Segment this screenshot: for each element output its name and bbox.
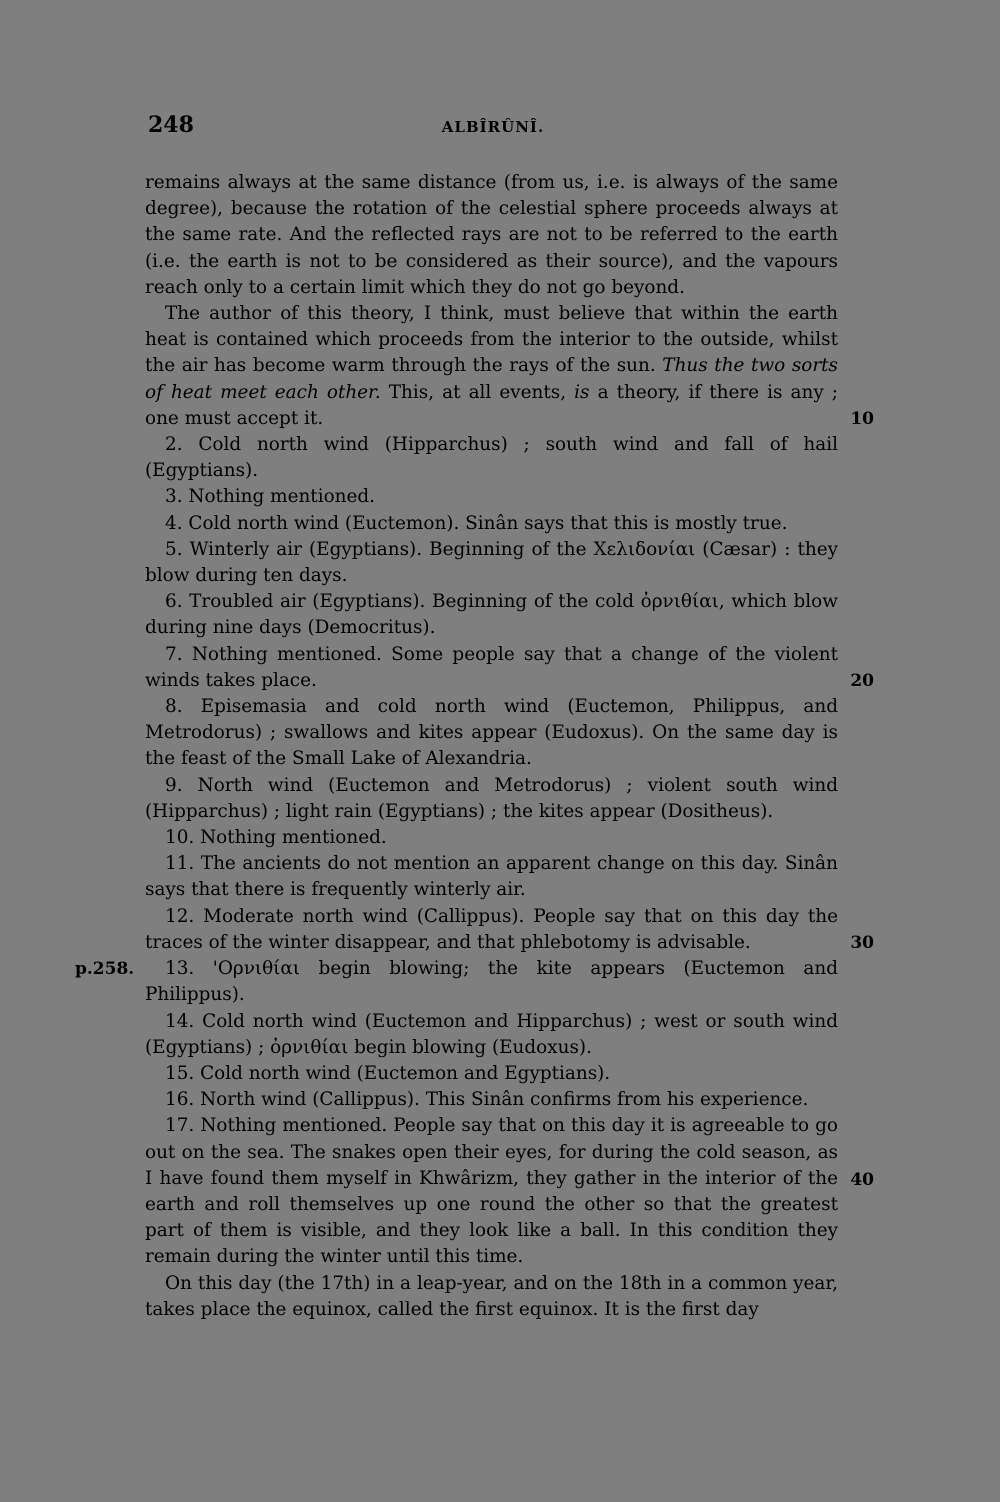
- line-number: 40: [850, 1170, 874, 1191]
- line-number: 10: [850, 408, 874, 429]
- text-run: a theory, if there is any ; one must accept it.: [145, 381, 838, 429]
- list-item: 15. Cold north wind (Euctemon and Egyptians).: [165, 1062, 611, 1084]
- list-item: 14. Cold north wind (Euctemon and Hipparchus) ; west or south wind (Egyptians) ; ὀρνιθίαι begin blowing (Eudoxus).: [145, 1010, 838, 1058]
- paragraph: On this day (the 17th) in a leap-year, and on the 18th in a common year, takes place the equinox, called the first equinox. It is the first day: [145, 1272, 838, 1320]
- list-item: 5. Winterly air (Egyptians). Beginning of the Χελιδονίαι (Cæsar) : they blow during ten days.: [145, 538, 838, 587]
- list-item: 6. Troubled air (Egyptians). Beginning of the cold ὀρνιθίαι, which blow during nine days (Democritus).: [145, 591, 838, 639]
- paragraph: remains always at the same distance (from us, i.e. is always of the same degree), because the rotation of the celestial sphere proceeds always at the same rate. And the reflected rays are not to be referred to the earth (i.e. the earth is not to be considered as their source), and the vapours reach only to a certain limit which they do not go beyond.: [145, 172, 838, 298]
- list-item-wrapper: [75, 956, 838, 1008]
- list-item: 13. 'Ορνιθίαι begin blowing; the kite appears (Euctemon and Philippus).: [145, 958, 838, 1006]
- list-item-wrapper: [145, 1113, 874, 1270]
- list-item: 16. North wind (Callippus). This Sinân confirms from his experience.: [165, 1089, 809, 1111]
- page-reference: p.258.: [75, 959, 135, 980]
- list-item-wrapper: [145, 642, 874, 694]
- list-item: 9. North wind (Euctemon and Metrodorus) ; violent south wind (Hipparchus) ; light rain (Egyptians) ; the kites appear (Dositheus).: [145, 774, 838, 822]
- running-head: ALBÎRÛNÎ.: [441, 118, 545, 136]
- list-item: 10. Nothing mentioned.: [165, 827, 387, 849]
- paragraph: [145, 301, 874, 432]
- list-item: 8. Episemasia and cold north wind (Euctemon, Philippus, and Metrodorus) ; swallows and kites appear (Eudoxus). On the same day is the feast of the Small Lake of Alexandria.: [145, 696, 838, 770]
- list-item: 17. Nothing mentioned. People say that on this day it is agreeable to go out on the sea. The snakes open their eyes, for during the cold season, as I have found them myself in Khwârizm, they gather in the interior of the earth and roll themselves up one round the other so that the greatest part of them is visible, and they look like a ball. In this condition they remain during the winter until this time.: [145, 1115, 838, 1268]
- page-header: [148, 112, 838, 142]
- list-item: 12. Moderate north wind (Callippus). People say that on this day the traces of the winter disappear, and that phlebotomy is advisable.: [145, 905, 838, 953]
- line-number: 30: [850, 932, 874, 953]
- text-run: The author of this theory, I think, must believe that within the earth heat is contained which proceeds from the interior to the outside, whilst the air has become warm through the rays of the sun.: [145, 303, 838, 377]
- text-run: This, at all events,: [388, 381, 567, 403]
- list-item: 2. Cold north wind (Hipparchus) ; south wind and fall of hail (Egyptians).: [145, 434, 838, 482]
- page-number: 248: [148, 112, 194, 138]
- list-item: 3. Nothing mentioned.: [165, 486, 375, 508]
- list-item: 4. Cold north wind (Euctemon). Sinân says that this is mostly true.: [165, 512, 788, 534]
- body-text: [75, 170, 874, 1323]
- list-item: 7. Nothing mentioned. Some people say that a change of the violent winds takes place.: [145, 643, 838, 691]
- italic-text-run: is: [574, 381, 590, 403]
- list-item-wrapper: [145, 904, 874, 956]
- line-number: 20: [850, 670, 874, 691]
- italic-text-run: Thus the two sorts of heat meet each other.: [145, 355, 838, 403]
- list-item: 11. The ancients do not mention an apparent change on this day. Sinân says that there is frequently winterly air.: [145, 853, 838, 901]
